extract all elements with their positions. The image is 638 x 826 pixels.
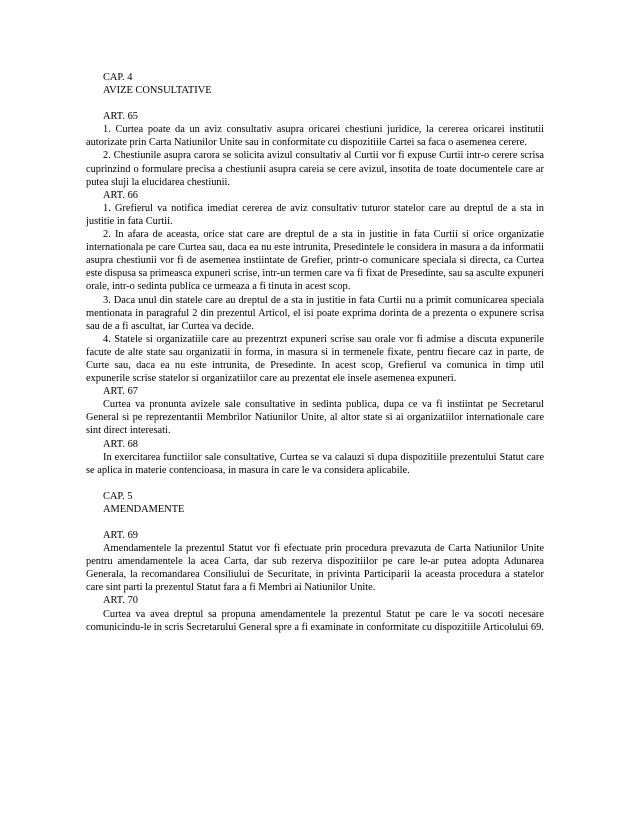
section-heading: ART. 67 bbox=[103, 386, 138, 398]
article-paragraph: 2. In afara de aceasta, orice stat care are dreptul de a sta in justitie in fata Curtii si orice organizatie internationala pe care Curtea sau, daca ea nu este intrunita, Presedintele le considera in masura a da informatii asupra chestiunii vor fi de asemenea instiintate de Grefier, printr-o comunicare speciala si directa, ca Curtea este dispusa sa primeasca expuneri scrise, intr-un termen care va fi fixat de Presedinte, sau sa asculte expuneri orale, intr-o sedinta publica ce urmeaza a fi tinuta in acest scop. bbox=[86, 229, 544, 293]
article-paragraph: 1. Curtea poate da un aviz consultativ asupra oricarei chestiuni juridice, la cererea oricarei institutii autorizate prin Carta Natiunilor Unite sau in conformitate cu dispozitiile Cartei sa faca o asemenea cerere. bbox=[86, 124, 544, 149]
section-heading: ART. 65 bbox=[103, 111, 138, 123]
document-body bbox=[86, 71, 544, 634]
section-heading: CAP. 5 bbox=[103, 490, 133, 502]
section-heading: ART. 70 bbox=[103, 595, 138, 607]
article-paragraph: In exercitarea functiilor sale consultative, Curtea se va calauzi si dupa dispozitiile prezentului Statut care se aplica in materie contencioasa, in masura in care le va considera aplicabile. bbox=[86, 451, 544, 476]
paragraph-spacer bbox=[86, 477, 544, 490]
section-heading: ART. 66 bbox=[103, 189, 138, 201]
article-paragraph: Amendamentele la prezentul Statut vor fi efectuate prin procedura prevazuta de Carta Natiunilor Unite pentru amendamentele la acea Carta, dar sub rezerva dispozitiilor pe care le-ar putea adopta Adunarea Generala, la recomandarea Consiliului de Securitate, in privinta Participarii la aceasta procedura a statelor care sint parti la prezentul Statut fara a fi Membri ai Natiunilor Unite. bbox=[86, 543, 544, 594]
section-heading: AVIZE CONSULTATIVE bbox=[103, 85, 212, 97]
section-heading: ART. 69 bbox=[103, 530, 138, 541]
section-heading: CAP. 4 bbox=[103, 72, 133, 83]
article-paragraph: Curtea va avea dreptul sa propuna amendamentele la prezentul Statut pe care le va socoti necesare comunicindu-le in scris Secretarului General spre a fi examinate in conformitate cu dispozitiile Articolului 69. bbox=[86, 608, 544, 633]
section-heading: ART. 68 bbox=[103, 438, 138, 450]
paragraph-spacer bbox=[86, 516, 544, 529]
paragraph-spacer bbox=[86, 97, 544, 110]
article-paragraph: 3. Daca unul din statele care au dreptul de a sta in justitie in fata Curtii nu a primit comunicarea speciala mentionata in paragraful 2 din prezentul Articol, el isi poate exprima dorinta de a prezenta o expunere scrisa sau de a fi ascultat, iar Curtea va decide. bbox=[86, 294, 544, 332]
article-paragraph: Curtea va pronunta avizele sale consultative in sedinta publica, dupa ce va fi instiintat pe Secretarul General si pe reprezentantii Membrilor Natiunilor Unite, al altor state si ai organizatiilor internationale care sint direct interesati. bbox=[86, 399, 544, 437]
section-heading: AMENDAMENTE bbox=[103, 503, 185, 515]
article-paragraph: 1. Grefierul va notifica imediat cererea de aviz consultativ tuturor statelor care au dreptul de a sta in justitie in fata Curtii. bbox=[86, 202, 544, 227]
article-paragraph: 2. Chestiunile asupra carora se solicita avizul consultativ al Curtii vor fi expuse Curtii intr-o cerere scrisa cuprinzind o formulare precisa a chestiunii asupra careia se cere avizul, insotita de toate documentele care ar putea sluji la elucidarea chestiunii. bbox=[86, 150, 544, 188]
article-paragraph: 4. Statele si organizatiile care au prezentrzt expuneri scrise sau orale vor fi admise a discuta expunerile facute de alte state sau organizatii in forma, in masura si in termenele fixate, pentru fiecare caz in parte, de Curte sau, daca ea nu este intrunita, de Presedinte. In acest scop, Grefierul va comunica in timp util expunerile scrise statelor si organizatiilor care au prezentat ele insele asemenea expuneri. bbox=[86, 333, 544, 385]
